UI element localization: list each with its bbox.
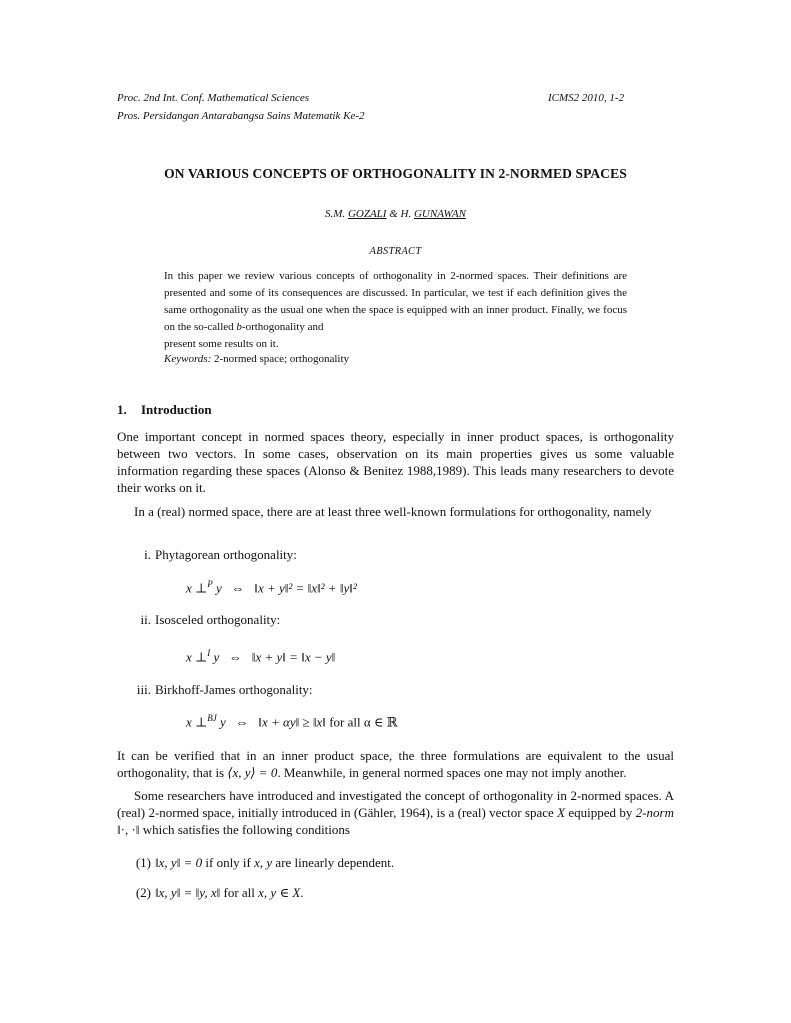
author-line [0,208,791,220]
keywords-label: Keywords: [164,353,212,365]
formula-pythagorean: x ⊥$^P$ y ⇔ ‖x + y‖² = ‖x‖² + ‖y‖² [186,579,357,596]
author1-surname: GOZALI [347,208,387,220]
author2-surname: GUNAWAN [413,208,466,220]
intro-paragraph-3: It can be verified that in an inner product space, the three formulations are equivalent to the usual orthogonality, that is ⟨x, y⟩ = 0. Meanwhile, in general normed spaces one may not imply another. [117,748,674,780]
list-item-birkhoff-james [117,681,674,698]
intro-paragraph-1: One important concept in normed spaces theory, especially in inner product spaces, is orthogonality between two vectors. In some cases, observation on its main properties gives us some valuable information regarding these spaces (Alonso & Benitez 1988,1989). This leads many researchers to devote their works on it. [117,429,674,495]
section-title: Introduction [141,402,212,417]
list-label: Birkhoff-James orthogonality: [155,682,313,697]
section-heading [117,402,212,418]
abstract-last-line: present some results on it. [164,338,279,350]
abstract-text-1: In this paper we review various concepts of orthogonality in 2-normed spaces. Their definitions are presented and some of its consequences are discussed. In particular, we test if each definition gives the same orthogonality as the usual one when the space is equipped with an inner product. Finally, we focus on the so-called [164,270,627,333]
conference-id: ICMS2 2010, 1-2 [548,92,625,104]
list-label: Isosceled orthogonality: [155,612,281,627]
list-number: i. [144,547,151,562]
formula-isosceles: x ⊥$^I$ y ⇔ ‖x + y‖ = ‖x − y‖ [186,648,336,665]
author2-initials: H. [400,208,412,220]
journal-line-1: Proc. 2nd Int. Conf. Mathematical Sciences [117,92,310,104]
list-item-pythagorean [117,546,674,563]
list-number: iii. [136,682,151,697]
list-item-isosceles [117,611,674,628]
section-number: 1. [117,402,127,417]
intro-paragraph-4: Some researchers have introduced and investigated the concept of orthogonality in 2-normed spaces. A (real) 2-normed space, initially introduced in (Gähler, 1964), is a (real) vector space X equipped by 2-norm ‖·, ·‖ which satisfies the following conditions [117,788,674,837]
formula-birkhoff-james: x ⊥$^{BJ}$ y ⇔ ‖x + αy‖ ≥ ‖x‖ for all α ∈ ℝ [186,713,398,730]
keywords-text: 2-normed space; orthogonality [214,353,350,365]
list-number: ii. [140,612,151,627]
abstract-b-symbol: b [236,321,242,333]
abstract-heading: ABSTRACT [369,246,422,257]
author1-initials: S.M. [325,208,346,220]
intro-paragraph-2: In a (real) normed space, there are at least three well-known formulations for orthogonality, namely [134,504,652,519]
list-label: Phytagorean orthogonality: [155,547,297,562]
condition-2: (2) ‖x, y‖ = ‖y, x‖ for all x, y ∈ X. [135,885,304,900]
author-connector: & [389,208,398,220]
abstract-body [164,268,627,353]
keywords-line [164,352,349,366]
journal-line-2: Pros. Persidangan Antarabangsa Sains Matematik Ke-2 [117,110,365,122]
abstract-text-2: -orthogonality and [241,321,324,333]
paper-title: ON VARIOUS CONCEPTS OF ORTHOGONALITY IN 2-NORMED SPACES [164,166,627,181]
condition-1: (1) ‖x, y‖ = 0 if only if x, y are linearly dependent. [135,855,395,870]
